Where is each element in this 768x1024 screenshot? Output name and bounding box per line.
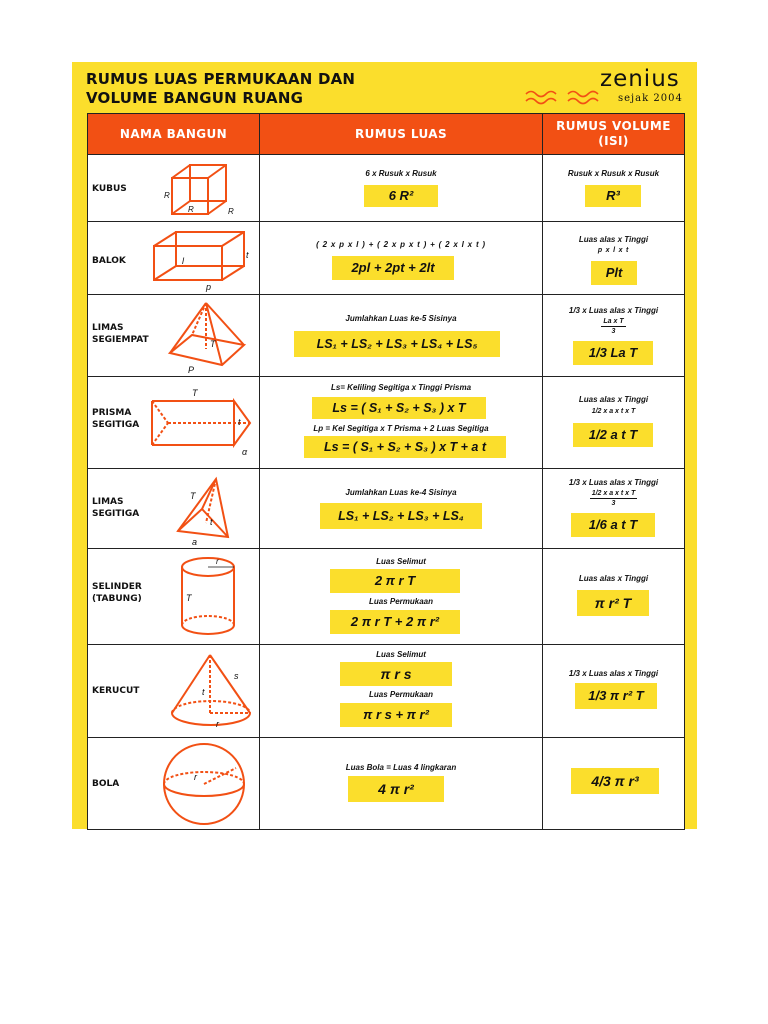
table-row xyxy=(88,222,685,295)
volume-caption-2: 1/2 x a x t x T xyxy=(591,408,636,415)
shape-name-line1: LIMAS xyxy=(92,497,124,507)
fraction-numerator: 1/2 x a x t x T xyxy=(591,490,636,497)
shape-name-line1: SELINDER xyxy=(92,582,142,592)
volume-formula: π r² T xyxy=(577,590,649,616)
fraction-denominator: 3 xyxy=(611,328,616,335)
table-row xyxy=(88,645,685,738)
waves-icon xyxy=(524,88,604,106)
shape-name-line1: PRISMA xyxy=(92,408,132,418)
table-row xyxy=(88,295,685,377)
area-formula: 2pl + 2pt + 2lt xyxy=(332,256,454,280)
area-formula-2: Ls = ( S₁ + S₂ + S₃ ) x T + a t xyxy=(304,436,506,458)
label-t: t xyxy=(246,250,249,260)
header-volume-line1: RUMUS VOLUME xyxy=(556,119,671,133)
area-caption: ( 2 x p x l ) + ( 2 x p x t ) + ( 2 x l x t ) xyxy=(316,240,486,249)
volume-caption: 1/3 x Luas alas x Tinggi xyxy=(568,669,659,678)
label-s: s xyxy=(234,671,239,681)
area-formula: LS₁ + LS₂ + LS₃ + LS₄ xyxy=(320,503,482,529)
label-r: r xyxy=(216,557,219,566)
label-t: t xyxy=(238,417,241,427)
header-volume-line2: (ISI) xyxy=(598,134,629,148)
header-name: NAMA BANGUN xyxy=(88,114,260,155)
area-formula: π r s xyxy=(340,662,452,686)
volume-caption: Luas alas x Tinggi xyxy=(578,574,649,583)
triangular-pyramid-icon xyxy=(168,473,248,547)
volume-formula: R³ xyxy=(585,185,641,207)
volume-caption: 1/3 x Luas alas x Tinggi xyxy=(568,306,659,315)
table-header-row xyxy=(88,114,685,155)
shape-name-line2: SEGIEMPAT xyxy=(92,335,149,345)
sphere-icon xyxy=(152,742,256,826)
shape-name: KUBUS xyxy=(92,184,127,194)
label-t: T xyxy=(210,339,216,349)
shape-name xyxy=(92,581,142,605)
volume-caption: Rusuk x Rusuk x Rusuk xyxy=(567,169,660,178)
shape-name: KERUCUT xyxy=(92,686,140,696)
area-formula: Ls = ( S₁ + S₂ + S₃ ) x T xyxy=(312,397,486,419)
label-r: r xyxy=(216,719,219,729)
area-caption-2: Luas Permukaan xyxy=(368,597,434,606)
area-caption: Luas Selimut xyxy=(376,650,426,659)
area-formula-2: 2 π r T + 2 π r² xyxy=(330,610,460,634)
area-caption: Ls= Keliling Segitiga x Tinggi Prisma xyxy=(330,383,472,392)
area-caption: Jumlahkan Luas ke-4 Sisinya xyxy=(345,488,457,497)
formula-table xyxy=(87,113,685,830)
area-formula: 6 R² xyxy=(364,185,438,207)
shape-name xyxy=(92,322,149,346)
shape-name-line1: LIMAS xyxy=(92,323,124,333)
volume-formula: 1/2 a t T xyxy=(573,423,653,447)
triangular-prism-icon xyxy=(146,385,258,461)
volume-formula: 1/6 a t T xyxy=(571,513,655,537)
header-volume xyxy=(543,114,685,155)
label-t-capital: T xyxy=(186,593,192,603)
shape-name-line2: SEGITIGA xyxy=(92,509,140,519)
area-caption: 6 x Rusuk x Rusuk xyxy=(365,169,437,178)
label-t-capital: T xyxy=(190,491,196,501)
area-formula: 4 π r² xyxy=(348,776,444,802)
volume-caption-2: p x l x t xyxy=(597,247,630,254)
volume-caption: Luas alas x Tinggi xyxy=(578,395,649,404)
label-r: R xyxy=(164,191,170,200)
volume-formula: Plt xyxy=(591,261,637,285)
shape-name-line2: SEGITIGA xyxy=(92,420,140,430)
volume-formula: 1/3 La T xyxy=(573,341,653,365)
label-p: p xyxy=(206,282,212,292)
brand-logo: zenius xyxy=(600,66,680,92)
label-t-capital: T xyxy=(192,388,198,398)
volume-caption: 1/3 x Luas alas x Tinggi xyxy=(568,478,659,487)
label-r: r xyxy=(194,772,197,782)
cylinder-icon xyxy=(168,553,248,641)
table-row xyxy=(88,155,685,222)
table-row xyxy=(88,738,685,830)
label-l: l xyxy=(182,256,184,266)
title-line-2: VOLUME BANGUN RUANG xyxy=(86,89,304,107)
area-caption-2: Lp = Kel Segitiga x T Prisma + 2 Luas Segitiga xyxy=(313,424,489,433)
area-caption-2: Luas Permukaan xyxy=(368,690,434,699)
volume-fraction xyxy=(543,317,684,336)
area-caption: Luas Bola = Luas 4 lingkaran xyxy=(345,763,457,772)
shape-name: BOLA xyxy=(92,779,120,789)
cone-icon xyxy=(166,649,262,733)
area-caption: Jumlahkan Luas ke-5 Sisinya xyxy=(345,314,457,323)
table-row xyxy=(88,469,685,549)
table-row xyxy=(88,377,685,469)
label-p: P xyxy=(188,365,195,375)
label-alpha: α xyxy=(242,447,248,457)
volume-formula: 4/3 π r³ xyxy=(571,768,659,794)
brand-tagline: sejak 2004 xyxy=(618,93,683,104)
cuboid-icon xyxy=(146,226,256,292)
shape-name: BALOK xyxy=(92,256,126,266)
label-r: R xyxy=(188,205,194,214)
header-area: RUMUS LUAS xyxy=(260,114,543,155)
page-title xyxy=(86,70,355,108)
shape-name-line2: (TABUNG) xyxy=(92,594,142,604)
title-line-1: RUMUS LUAS PERMUKAAN DAN xyxy=(86,70,356,88)
square-pyramid-icon xyxy=(162,297,252,375)
label-r: R xyxy=(228,207,234,216)
fraction-denominator: 3 xyxy=(611,500,616,507)
area-formula: LS₁ + LS₂ + LS₃ + LS₄ + LS₅ xyxy=(294,331,500,357)
volume-fraction xyxy=(543,489,684,508)
shape-name xyxy=(92,407,139,431)
volume-caption: Luas alas x Tinggi xyxy=(578,235,649,244)
volume-formula: 1/3 π r² T xyxy=(575,683,657,709)
shape-name xyxy=(92,496,139,520)
table-row xyxy=(88,549,685,645)
label-t: t xyxy=(210,517,213,527)
label-t: t xyxy=(202,687,205,697)
area-formula: 2 π r T xyxy=(330,569,460,593)
poster xyxy=(72,62,697,829)
label-a: a xyxy=(192,537,198,547)
area-formula-2: π r s + π r² xyxy=(340,703,452,727)
cube-icon xyxy=(160,160,250,218)
fraction-numerator: La x T xyxy=(603,318,624,325)
area-caption: Luas Selimut xyxy=(376,557,426,566)
